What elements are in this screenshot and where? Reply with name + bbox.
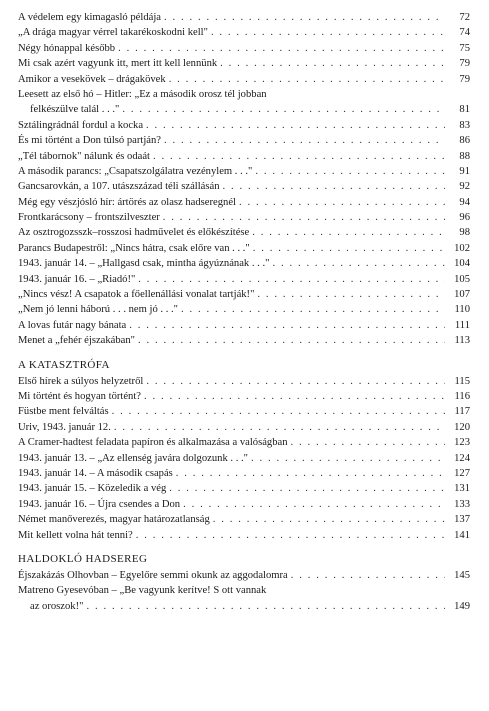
entry-page-number: 131 xyxy=(454,483,470,495)
entry-title: És mi történt a Don túlsó partján? xyxy=(18,135,161,147)
dot-leader xyxy=(223,179,446,194)
toc-entry xyxy=(18,149,470,164)
toc-entry xyxy=(18,568,470,583)
toc-entry xyxy=(18,164,470,179)
entry-title: Német manőverezés, magyar határozatlanság xyxy=(18,514,210,526)
toc-entry xyxy=(18,210,470,225)
dot-leader xyxy=(239,195,445,210)
entry-page-number: 107 xyxy=(454,289,470,301)
toc-entry xyxy=(18,466,470,481)
dot-leader xyxy=(129,318,445,333)
entry-page-number: 115 xyxy=(454,375,470,387)
toc-entry xyxy=(18,404,470,419)
toc-entry xyxy=(18,583,470,598)
entry-page-number: 98 xyxy=(459,227,470,239)
entry-page-number: 79 xyxy=(459,58,470,70)
entry-title: Sztálingrádnál fordul a kocka xyxy=(18,119,144,131)
dot-leader xyxy=(251,451,445,466)
entry-page-number: 116 xyxy=(454,390,470,402)
toc-entry xyxy=(18,195,470,210)
entry-page-number: 105 xyxy=(454,273,470,285)
entry-page-number: 75 xyxy=(459,42,470,54)
toc-entry xyxy=(18,481,470,496)
entry-title: Menet a „fehér éjszakában" xyxy=(18,335,135,347)
entry-title: Amikor a vesekövek – drágakövek xyxy=(18,73,166,85)
entry-title: 1943. január 13. – „Az ellenség javára dolgozunk . . ." xyxy=(18,452,248,464)
dot-leader xyxy=(136,528,445,543)
entry-page-number: 74 xyxy=(459,27,470,39)
toc-entry xyxy=(18,528,470,543)
toc-entry xyxy=(18,87,470,102)
entry-page-number: 113 xyxy=(454,335,470,347)
entry-title: Mit kellett volna hát tenni? xyxy=(18,529,133,541)
toc-entry xyxy=(18,389,470,404)
dot-leader xyxy=(255,164,445,179)
entry-title: A második parancs: „Csapatszolgálatra vezénylem . . ." xyxy=(18,165,253,177)
toc-entry xyxy=(18,497,470,512)
entry-title: Leesett az első hó – Hitler: „Ez a második orosz tél jobban xyxy=(18,88,267,100)
dot-leader xyxy=(146,118,445,133)
entry-page-number: 111 xyxy=(454,319,470,331)
toc-entry xyxy=(18,374,470,389)
entry-title: Uriv, 1943. január 12. xyxy=(18,421,111,433)
entry-title: Első hírek a súlyos helyzetről xyxy=(18,375,144,387)
toc-entry xyxy=(18,435,470,450)
toc-entry xyxy=(18,72,470,87)
toc-entry xyxy=(18,272,470,287)
entry-page-number: 104 xyxy=(454,258,470,270)
entry-page-number: 124 xyxy=(454,452,470,464)
toc-entry-continuation xyxy=(18,599,470,614)
dot-leader xyxy=(114,420,445,435)
dot-leader xyxy=(213,512,445,527)
dot-leader xyxy=(138,333,445,348)
entry-title: 1943. január 16. – „Riadó!" xyxy=(18,273,136,285)
dot-leader xyxy=(169,481,445,496)
entry-page-number: 117 xyxy=(454,406,470,418)
dot-leader xyxy=(164,133,445,148)
entry-title: A Cramer-hadtest feladata papíron és alkalmazása a valóságban xyxy=(18,437,288,449)
entry-title: Még egy vészjósló hír: ártörés az olasz hadseregnél xyxy=(18,196,236,208)
entry-title: „A drága magyar vérrel takarékoskodni kell" xyxy=(18,27,208,39)
dot-leader xyxy=(86,599,445,614)
toc-entry xyxy=(18,133,470,148)
section-heading: A KATASZTRÓFA xyxy=(18,358,110,371)
entry-title: „Nincs vész! A csapatok a főellenállási vonalat tartják!" xyxy=(18,289,255,301)
toc-entry xyxy=(18,56,470,71)
toc-entry xyxy=(18,256,470,271)
entry-page-number: 102 xyxy=(454,242,470,254)
entry-title: 1943. január 16. – Újra csendes a Don xyxy=(18,498,181,510)
entry-page-number: 91 xyxy=(459,165,470,177)
entry-title: A védelem egy kimagasló példája xyxy=(18,12,161,23)
dot-leader xyxy=(257,287,445,302)
entry-title: 1943. január 14. – „Hallgasd csak, mintha ágyúznának . . ." xyxy=(18,258,270,270)
toc-entry xyxy=(18,333,470,348)
dot-leader xyxy=(272,256,445,271)
toc-entry xyxy=(18,10,470,25)
entry-title: Gancsarovkán, a 107. utászszázad téli szállásán xyxy=(18,181,220,193)
toc-entry-continuation xyxy=(18,102,470,117)
dot-leader xyxy=(181,302,445,317)
entry-page-number: 81 xyxy=(459,104,470,116)
entry-title: Frontkarácsony – frontszilveszter xyxy=(18,212,160,224)
entry-title: „Tél tábornok" nálunk és odaát xyxy=(18,150,150,162)
toc-entry xyxy=(18,287,470,302)
entry-page-number: 72 xyxy=(459,12,470,23)
dot-leader xyxy=(252,225,445,240)
entry-title-continued: felkészülve talál . . ." xyxy=(30,104,120,116)
entry-page-number: 110 xyxy=(454,304,470,316)
dot-leader xyxy=(163,210,445,225)
dot-leader xyxy=(183,497,445,512)
entry-title: Füstbe ment felváltás xyxy=(18,406,109,418)
toc-entry xyxy=(18,302,470,317)
entry-page-number: 79 xyxy=(459,73,470,85)
toc-entry xyxy=(18,420,470,435)
entry-page-number: 127 xyxy=(454,467,470,479)
entry-title: „Nem jó lenni háború . . . nem jó . . ." xyxy=(18,304,178,316)
entry-page-number: 92 xyxy=(459,181,470,193)
entry-page-number: 120 xyxy=(454,421,470,433)
dot-leader xyxy=(253,241,445,256)
entry-page-number: 86 xyxy=(459,135,470,147)
toc-entry xyxy=(18,451,470,466)
entry-page-number: 94 xyxy=(459,196,470,208)
entry-title: A lovas futár nagy bánata xyxy=(18,319,127,331)
toc-entry xyxy=(18,118,470,133)
entry-title: Mi csak azért vagyunk itt, mert itt kell lennünk xyxy=(18,58,218,70)
entry-title-continued: az oroszok!" xyxy=(30,600,84,612)
entry-page-number: 123 xyxy=(454,437,470,449)
dot-leader xyxy=(118,41,445,56)
dot-leader xyxy=(291,568,445,583)
dot-leader xyxy=(169,72,445,87)
dot-leader xyxy=(211,25,445,40)
entry-title: Mi történt és hogyan történt? xyxy=(18,390,141,402)
entry-title: Parancs Budapestről: „Nincs hátra, csak előre van . . ." xyxy=(18,242,250,254)
entry-title: Az osztrogozsszk–rosszosi hadművelet és előkészítése xyxy=(18,227,250,239)
section-heading: HALDOKLÓ HADSEREG xyxy=(18,552,148,565)
dot-leader xyxy=(112,404,445,419)
entry-title: Matreno Gyesevóban – „Be vagyunk kerítve! S ott vannak xyxy=(18,585,267,597)
entry-page-number: 83 xyxy=(459,119,470,131)
dot-leader xyxy=(291,435,445,450)
entry-page-number: 141 xyxy=(454,529,470,541)
entry-page-number: 133 xyxy=(454,498,470,510)
entry-page-number: 137 xyxy=(454,514,470,526)
dot-leader xyxy=(220,56,445,71)
entry-page-number: 96 xyxy=(459,212,470,224)
dot-leader xyxy=(138,272,445,287)
entry-title: 1943. január 14. – A második csapás xyxy=(18,467,173,479)
toc-entry xyxy=(18,318,470,333)
toc-entry xyxy=(18,179,470,194)
dot-leader xyxy=(176,466,445,481)
dot-leader xyxy=(153,149,445,164)
dot-leader xyxy=(164,10,445,25)
toc-entry xyxy=(18,41,470,56)
entry-title: Négy hónappal később xyxy=(18,42,116,54)
entry-page-number: 88 xyxy=(459,150,470,162)
dot-leader xyxy=(122,102,445,117)
toc-entry xyxy=(18,512,470,527)
entry-page-number: 149 xyxy=(454,600,470,612)
table-of-contents xyxy=(18,10,470,614)
toc-entry xyxy=(18,225,470,240)
entry-title: 1943. január 15. – Közeledik a vég xyxy=(18,483,167,495)
entry-page-number: 145 xyxy=(454,569,470,581)
toc-entry xyxy=(18,241,470,256)
dot-leader xyxy=(146,374,445,389)
toc-entry xyxy=(18,25,470,40)
entry-title: Éjszakázás Olhovban – Egyelőre semmi okunk az aggodalomra xyxy=(18,569,288,581)
dot-leader xyxy=(144,389,445,404)
